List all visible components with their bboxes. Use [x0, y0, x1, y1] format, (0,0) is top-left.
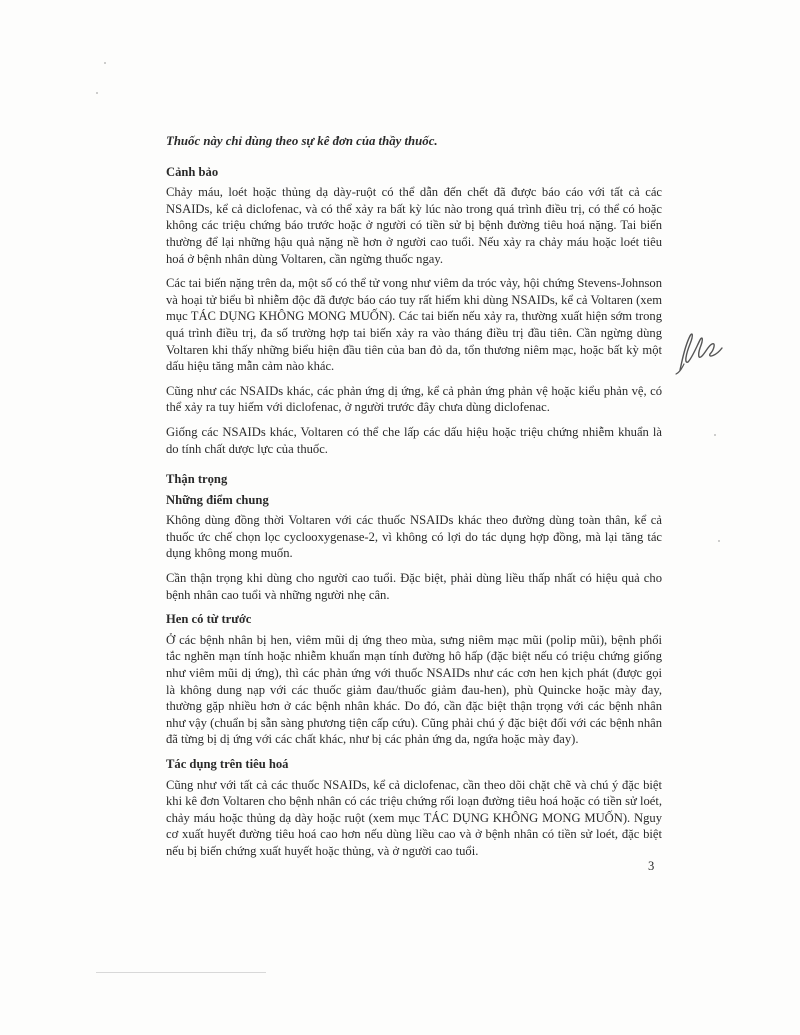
subsection-heading: Hen có từ trước	[166, 612, 252, 627]
subsection-heading: Những điểm chung	[166, 492, 269, 507]
section-than-trong	[166, 471, 662, 859]
prescription-notice: Thuốc này chỉ dùng theo sự kê đơn của thầy thuốc.	[166, 134, 438, 148]
paragraph: Các tai biến nặng trên da, một số có thể tử vong như viêm da tróc vảy, hội chứng Stevens-Johnson và hoại tử biểu bì nhiễm độc đã được báo cáo tuy rất hiếm khi dùng NSAIDs, kể cả Voltaren (xem mục TÁC DỤNG KHÔNG MONG MUỐN). Các tai biến nếu xảy ra, thường xuất hiện sớm trong quá trình điều trị, đa số trường hợp tai biến xảy ra vào tháng điều trị đầu tiên. Cần ngừng dùng Voltaren khi thấy những biểu hiện đầu tiên của ban đỏ da, tổn thương niêm mạc, hoặc bất kỳ một dấu hiệu tăng mẫn cảm nào khác.	[166, 276, 662, 374]
scan-speck	[96, 92, 98, 94]
section-heading: Thận trọng	[166, 472, 228, 487]
paragraph: Cũng như các NSAIDs khác, các phản ứng dị ứng, kể cả phản ứng phản vệ hoặc kiểu phản vệ, có thể xảy ra tuy hiếm với diclofenac, ở người trước đây chưa dùng diclofenac.	[166, 383, 662, 415]
paragraph: Chảy máu, loét hoặc thủng dạ dày-ruột có thể dẫn đến chết đã được báo cáo với tất cả các NSAIDs, kể cả diclofenac, và có thể xảy ra bất kỳ lúc nào trong quá trình điều trị, có thể có hoặc không các triệu chứng báo trước hoặc ở người có tiền sử bị bệnh đường tiêu hoá nặng. Tai biến thường để lại những hậu quả nặng nề hơn ở người cao tuổi. Nếu xảy ra chảy máu hoặc loét tiêu hoá ở bệnh nhân dùng Voltaren, cần ngừng thuốc ngay.	[166, 185, 662, 266]
paragraph: Cũng như với tất cả các thuốc NSAIDs, kể cả diclofenac, cần theo dõi chặt chẽ và chú ý đặc biệt khi kê đơn Voltaren cho bệnh nhân có các triệu chứng rối loạn đường tiêu hoá hoặc có tiền sử loét, chảy máu hoặc thủng dạ dày hoặc ruột (xem mục TÁC DỤNG KHÔNG MONG MUỐN). Nguy cơ xuất huyết đường tiêu hoá cao hơn nếu dùng liều cao và ở bệnh nhân có tiền sử loét, đặc biệt nếu bị biến chứng xuất huyết hoặc thủng, và ở người cao tuổi.	[166, 777, 663, 858]
signature-icon	[672, 318, 732, 378]
subsection-heading: Tác dụng trên tiêu hoá	[166, 757, 289, 771]
section-canh-bao	[166, 164, 662, 458]
paragraph: Ở các bệnh nhân bị hen, viêm mũi dị ứng theo mùa, sưng niêm mạc mũi (polip mũi), bệnh phổi tắc nghẽn mạn tính hoặc nhiễm khuẩn mạn tính đường hô hấp (đặc biệt nếu có triệu chứng giống như viêm mũi dị ứng), thì các phản ứng với thuốc NSAIDs như các cơn hen kịch phát (được gọi là không dung nạp với các thuốc giảm đau/thuốc giảm đau-hen), phù Quincke hoặc mày đay, thường gặp nhiều hơn ở các bệnh nhân khác. Do đó, cần đặc biệt thận trọng với các bệnh nhân như vậy (chuẩn bị sẵn sàng phương tiện cấp cứu). Cũng phải chú ý đặc biệt đối với các bệnh nhân đã từng bị dị ứng với các chất khác, như bị các phản ứng da, ngứa hoặc mày đay).	[166, 632, 662, 747]
section-heading: Cảnh bảo	[166, 164, 219, 179]
scan-speck	[714, 434, 716, 436]
paragraph: Cần thận trọng khi dùng cho người cao tuổi. Đặc biệt, phải dùng liều thấp nhất có hiệu quả cho bệnh nhân cao tuổi và những người nhẹ cân.	[166, 571, 662, 602]
page-number: 3	[648, 859, 655, 873]
scan-speck	[104, 62, 106, 64]
scan-speck	[718, 540, 720, 542]
document-body	[166, 133, 662, 868]
paragraph: Không dùng đồng thời Voltaren với các thuốc NSAIDs khác theo đường dùng toàn thân, kể cả thuốc ức chế chọn lọc cyclooxygenase-2, vì không có lợi do tác dụng hợp đồng, mà lại tăng tác dụng không mong muốn.	[166, 513, 662, 561]
footer-divider	[96, 972, 266, 973]
paragraph: Giống các NSAIDs khác, Voltaren có thể che lấp các dấu hiệu hoặc triệu chứng nhiễm khuẩn là do tính chất dược lực của thuốc.	[166, 424, 662, 456]
